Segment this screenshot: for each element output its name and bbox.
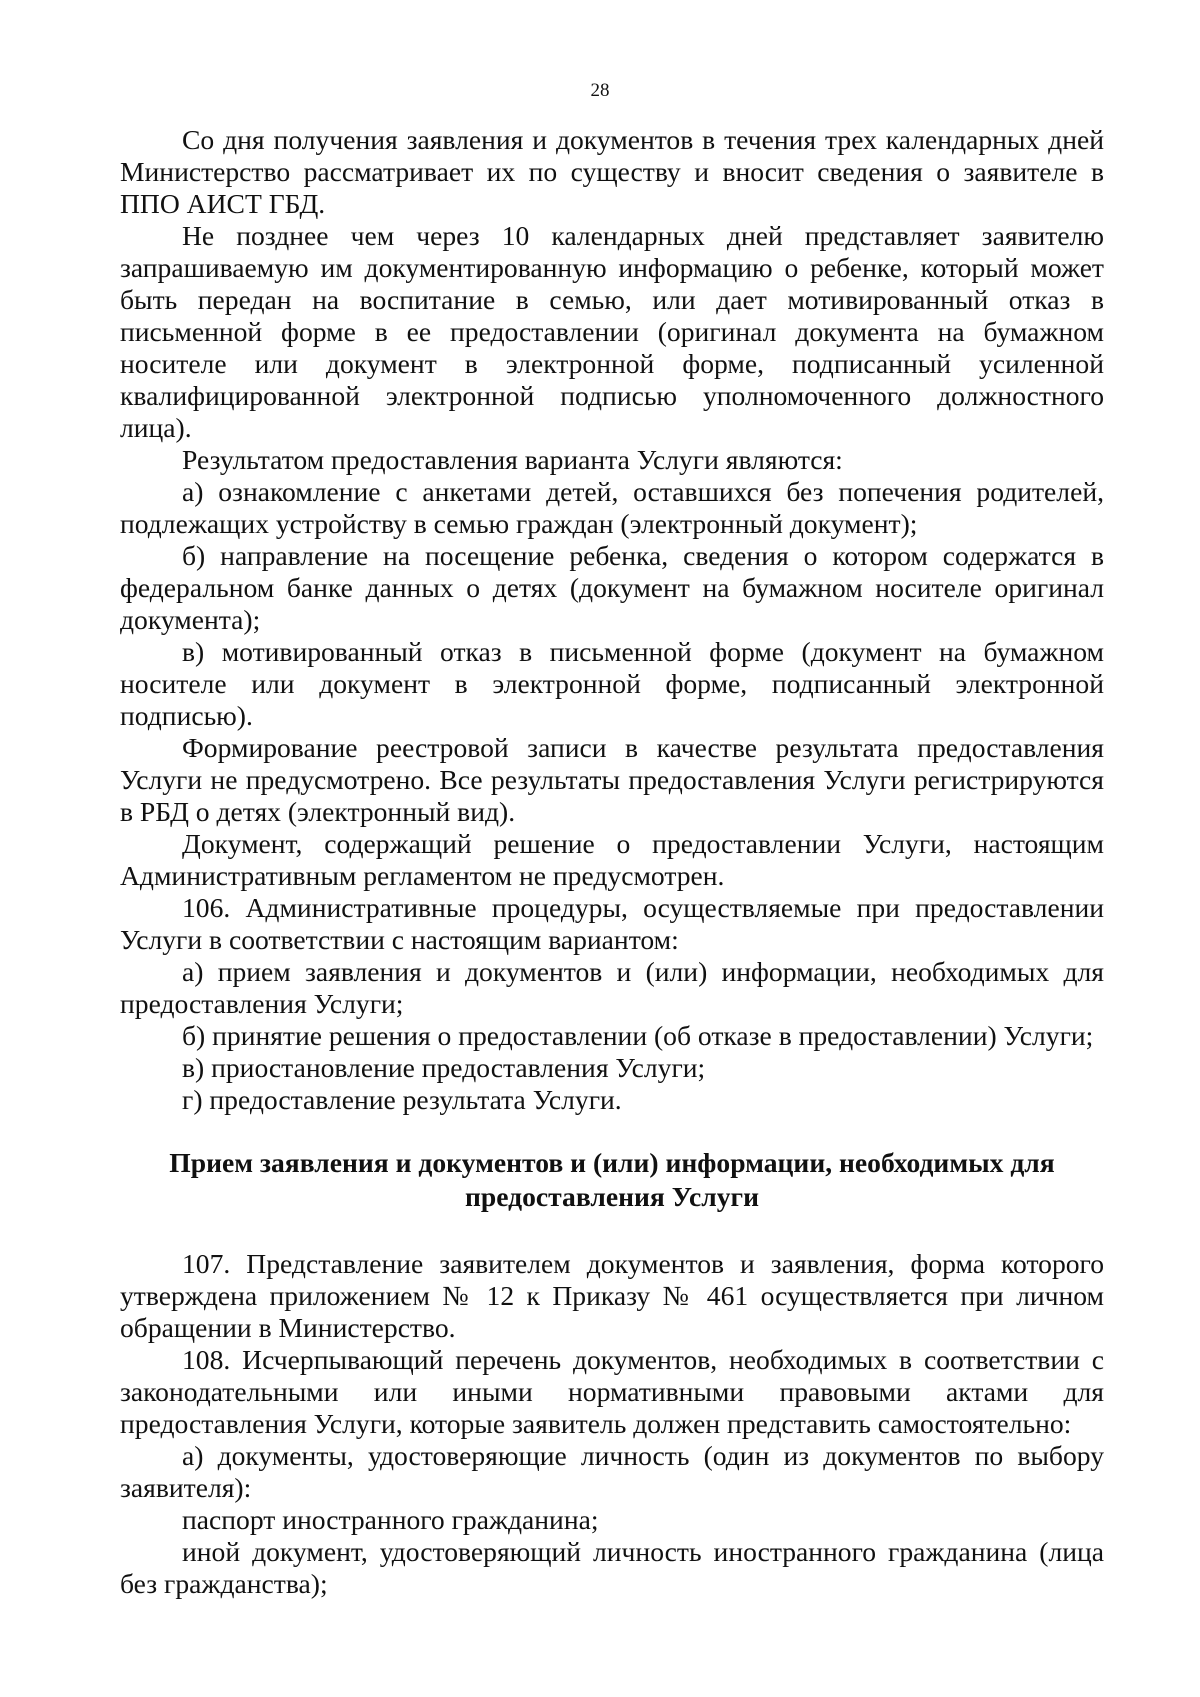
list-item: б) принятие решения о предоставлении (об отказе в предоставлении) Услуги;: [182, 1020, 1094, 1051]
paragraph: Со дня получения заявления и документов в течения трех календарных дней Министерство рассматривает их по существу и вносит сведения о заявителе в ППО АИСТ ГБД.: [120, 124, 1104, 219]
list-item: в) приостановление предоставления Услуги;: [182, 1052, 706, 1083]
list-item: в) мотивированный отказ в письменной форме (документ на бумажном носителе или документ в электронной форме, подписанный электронной подписью).: [120, 636, 1104, 731]
paragraph: 106. Административные процедуры, осуществляемые при предоставлении Услуги в соответствии с настоящим вариантом:: [120, 892, 1104, 955]
paragraph: 107. Представление заявителем документов и заявления, форма которого утверждена приложением № 12 к Приказу № 461 осуществляется при личном обращении в Министерство.: [120, 1248, 1104, 1343]
paragraph: Не позднее чем через 10 календарных дней представляет заявителю запрашиваемую им документированную информацию о ребенке, который может быть передан на воспитание в семью, или дает мотивированный отказ в письменной форме в ее предоставлении (оригинал документа на бумажном носителе или документ в электронной форме, подписанный усиленной квалифицированной электронной подписью уполномоченного должностного лица).: [120, 220, 1104, 443]
paragraph: Документ, содержащий решение о предоставлении Услуги, настоящим Административным регламентом не предусмотрен.: [120, 828, 1104, 891]
list-item: а) ознакомление с анкетами детей, оставшихся без попечения родителей, подлежащих устройству в семью граждан (электронный документ);: [120, 476, 1104, 539]
list-item: б) направление на посещение ребенка, сведения о котором содержатся в федеральном банке данных о детях (документ на бумажном носителе оригинал документа);: [120, 540, 1104, 635]
list-item: г) предоставление результата Услуги.: [182, 1084, 622, 1115]
list-item: а) документы, удостоверяющие личность (один из документов по выбору заявителя):: [120, 1440, 1104, 1503]
paragraph: Результатом предоставления варианта Услуги являются:: [182, 444, 843, 475]
list-item: иной документ, удостоверяющий личность иностранного гражданина (лица без гражданства);: [120, 1536, 1104, 1599]
section-heading: Прием заявления и документов и (или) информации, необходимых для предоставления Услуги: [169, 1147, 1055, 1212]
paragraph: Формирование реестровой записи в качестве результата предоставления Услуги не предусмотрено. Все результаты предоставления Услуги регистрируются в РБД о детях (электронный вид).: [120, 732, 1104, 827]
page-number: 28: [590, 80, 610, 101]
paragraph: 108. Исчерпывающий перечень документов, необходимых в соответствии с законодательными или иными нормативными правовыми актами для предоставления Услуги, которые заявитель должен представить самостоятельно:: [120, 1344, 1104, 1439]
document-body: [120, 124, 1104, 1600]
list-item: а) прием заявления и документов и (или) информации, необходимых для предоставления Услуги;: [120, 956, 1104, 1019]
list-item: паспорт иностранного гражданина;: [182, 1504, 599, 1535]
